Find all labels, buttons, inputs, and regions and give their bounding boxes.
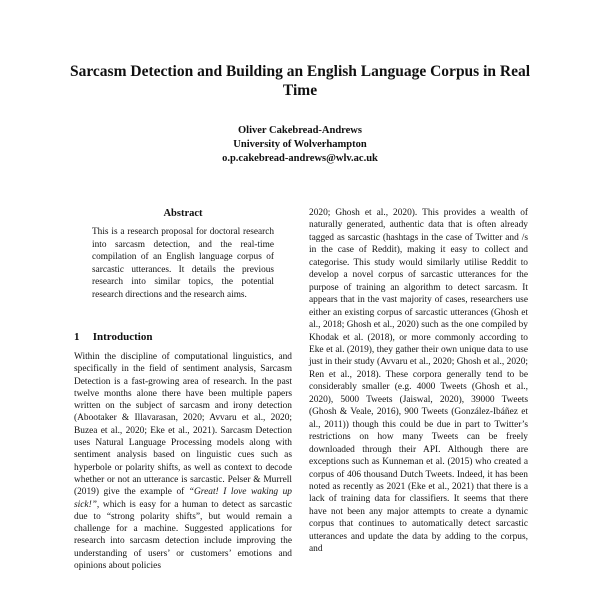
right-column [309,207,528,556]
intro-paragraph [74,351,292,572]
intro-text-part2: , which is easy for a human to detect as sarcastic due to “strong polarity shifts”, but would remain a challenge for a machine. Suggested applications for research into sarcasm detection include improving the understanding of users’ or customers’ emotions and opinions about policies [74,499,292,572]
author-block [100,124,500,166]
abstract-text: This is a research proposal for doctoral research into sarcasm detection, and the real-time compilation of an English language corpus of sarcastic utterances. It details the previous research into similar topics, the potential research directions and the research aims. [92,227,274,300]
introduction-left-column [74,351,292,572]
paper-title: Sarcasm Detection and Building an English Language Corpus in Real Time [69,63,531,99]
section-title: Introduction [92,331,153,343]
intro-text-part1: Within the discipline of computational linguistics, and specifically in the field of sentiment analysis, Sarcasm Detection is a fast-growing area of research. In the past twelve months alone there have been multiple papers written on the subject of sarcasm and irony detection (Abootaker & Illavarasan, 2020; Avvaru et al., 2020; Buzea et al., 2020; Eke et al., 2021). Sarcasm Detection uses Natural Language Processing models along with sentiment analysis based on linguistic cues such as hyperbole or polarity shifts, as well as context to decode whether or not an utterance is sarcastic. Pelser & Murrell (2019) give the example of [74,352,292,498]
author-email: o.p.cakebread-andrews@wlv.ac.uk [222,153,378,164]
right-column-paragraph: 2020; Ghosh et al., 2020). This provides a wealth of naturally generated, authentic data that is often already tagged as sarcastic (hashtags in the case of Twitter and /s in the case of Reddit), making it easy to collect and categorise. This study would similarly utilise Reddit to develop a novel corpus of sarcastic utterances for the purpose of training an algorithm to detect sarcasm. It appears that in the vast majority of cases, researchers use either an existing corpus of sarcastic utterances (Ghosh et al., 2018; Ghosh et al., 2020) such as the one compiled by Khodak et al. (2018), or more commonly according to Eke et al. (2019), they gather their own unique data to use just in their study (Avvaru et al., 2020; Ghosh et al., 2020; Ren et al., 2018). These corpora generally tend to be considerably smaller (e.g. 4000 Tweets (Ghosh et al., 2020), 5000 Tweets (Jaiswal, 2020), 39000 Tweets (Ghosh & Veale, 2016), 900 Tweets (González-Ibáñez et al., 2011)) though this could be due in part to Twitter’s restrictions on how many Tweets can be freely downloaded through their API. Although there are exceptions such as Kunneman et al. (2015) who created a corpus of 406 thousand Dutch Tweets. Indeed, it has been noted as recently as 2021 (Eke et al., 2021) that there is a lack of training data for classifiers. It seems that there have not been any major attempts to create a dynamic corpus that continues to automatically detect sarcastic utterances and update the data by adding to the corpus, and [309,208,528,555]
intro-quote: “Great! I love waking up sick!” [74,487,292,510]
author-name: Oliver Cakebread-Andrews [238,125,362,136]
abstract-heading: Abstract [163,208,203,219]
author-affiliation: University of Wolverhampton [233,139,367,150]
section-number: 1 [74,331,80,343]
section-heading [74,331,152,343]
